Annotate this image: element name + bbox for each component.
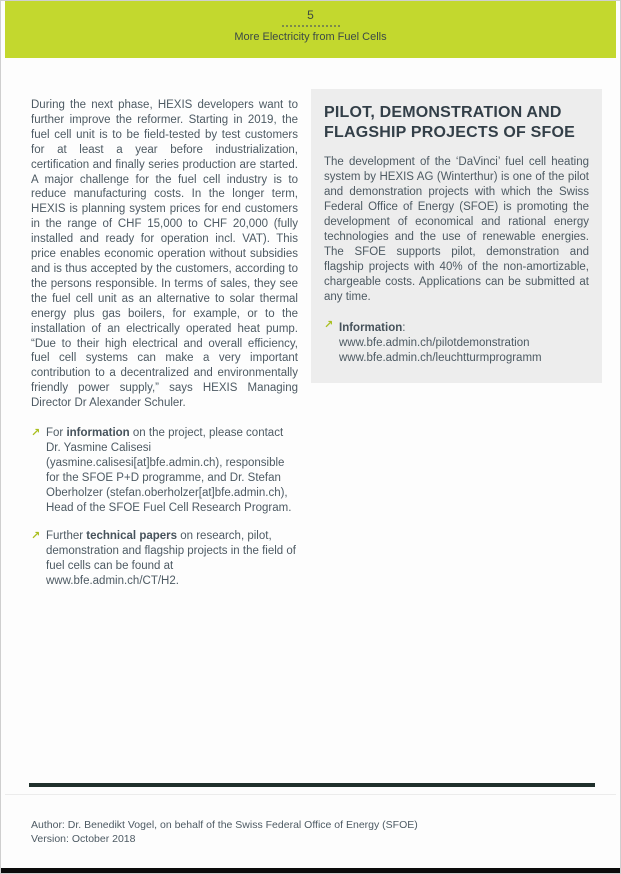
bullet-text-segment: on research, pilot, demonstration and flagship projects in the field of fuel cells can be found at www.bfe.admin.ch/CT/H2. xyxy=(46,530,296,588)
left-column xyxy=(31,98,298,603)
page-number: 5 xyxy=(307,8,314,22)
bullet-text-bold: technical papers xyxy=(86,530,178,543)
link-leuchtturmprogramm[interactable]: www.bfe.admin.ch/leuchtturmprogramm xyxy=(339,352,542,364)
header-subtitle: More Electricity from Fuel Cells xyxy=(234,31,387,43)
sidebar-info-box xyxy=(311,89,602,383)
bullet-text-segment: Dr. Yasmine Calisesi (yasmine.calisesi[at]bfe.admin.ch), responsible for the SFOE P+D programme, and Dr. Stefan Oberholzer (stefan.oberholzer[at]bfe.admin.ch), Head of the SFOE Fuel Cell Research Program. xyxy=(46,441,292,514)
bullet-list xyxy=(31,426,298,589)
bullet-text-segment: on the project, please contact xyxy=(129,427,284,440)
bullet-text xyxy=(46,426,298,515)
footer-rule xyxy=(29,783,595,787)
header-band xyxy=(5,1,616,58)
footer xyxy=(31,818,418,846)
list-item xyxy=(31,529,298,589)
page-bottom-bar xyxy=(1,868,620,873)
footer-version-line: Version: October 2018 xyxy=(31,833,136,845)
footer-author-line: Author: Dr. Benedikt Vogel, on behalf of the Swiss Federal Office of Energy (SFOE) xyxy=(31,819,418,831)
info-list-item xyxy=(324,318,589,366)
info-label-bold: Information xyxy=(339,322,403,334)
bullet-text xyxy=(46,529,298,589)
page-number-divider xyxy=(282,25,340,27)
arrow-up-right-icon: ↗ xyxy=(324,319,334,331)
info-links xyxy=(339,336,589,366)
footer-faint-divider xyxy=(5,794,616,795)
bullet-text-bold: information xyxy=(66,427,130,440)
sidebar-paragraph: The development of the ‘DaVinci’ fuel cell heating system by HEXIS AG (Winterthur) is one of the pilot and demonstration projects with which the Swiss Federal Office of Energy (SFOE) is promoting the development of economical and rational energy technologies and the use of renewable energies. The SFOE supports pilot, demonstration and flagship projects with 40% of the non-amortizable, chargeable costs. Applications can be submitted at any time. xyxy=(324,156,589,303)
sidebar-title xyxy=(324,103,589,143)
link-pilotdemonstration[interactable]: www.bfe.admin.ch/pilotdemonstration xyxy=(339,337,530,349)
list-item xyxy=(31,426,298,515)
sidebar-title-line1: PILOT, DEMONSTRATION AND xyxy=(324,104,562,121)
info-label xyxy=(339,322,405,334)
arrow-up-right-icon: ↗ xyxy=(31,427,41,440)
body-paragraph: During the next phase, HEXIS developers want to further improve the reformer. Starting in 2019, the fuel cell unit is to be field-tested by test customers for at least a year before industrialization, certification and finally series production are started. A major challenge for the fuel cell industry is to reduce manufacturing costs. In the longer term, HEXIS is planning system prices for end customers in the range of CHF 15,000 to CHF 20,000 (fully installed and ready for operation incl. VAT). This price enables economic operation without subsidies and is thus accepted by the customers, according to the persons responsible. In terms of sales, they see the fuel cell unit as an alternative to solar thermal energy plus gas boilers, for example, or to the installation of an electrically operated heat pump. “Due to their high electrical and overall efficiency, fuel cell systems can make a very important contribution to a decentralized and environmentally friendly power supply,” says HEXIS Managing Director Dr Alexander Schuler. xyxy=(31,99,298,410)
info-label-colon: : xyxy=(402,322,406,334)
bullet-text-segment: For xyxy=(46,427,67,440)
sidebar-title-line2: FLAGSHIP PROJECTS OF SFOE xyxy=(324,124,575,141)
bullet-text-segment: Further xyxy=(46,530,87,543)
info-block xyxy=(339,318,589,366)
arrow-up-right-icon: ↗ xyxy=(31,530,41,543)
